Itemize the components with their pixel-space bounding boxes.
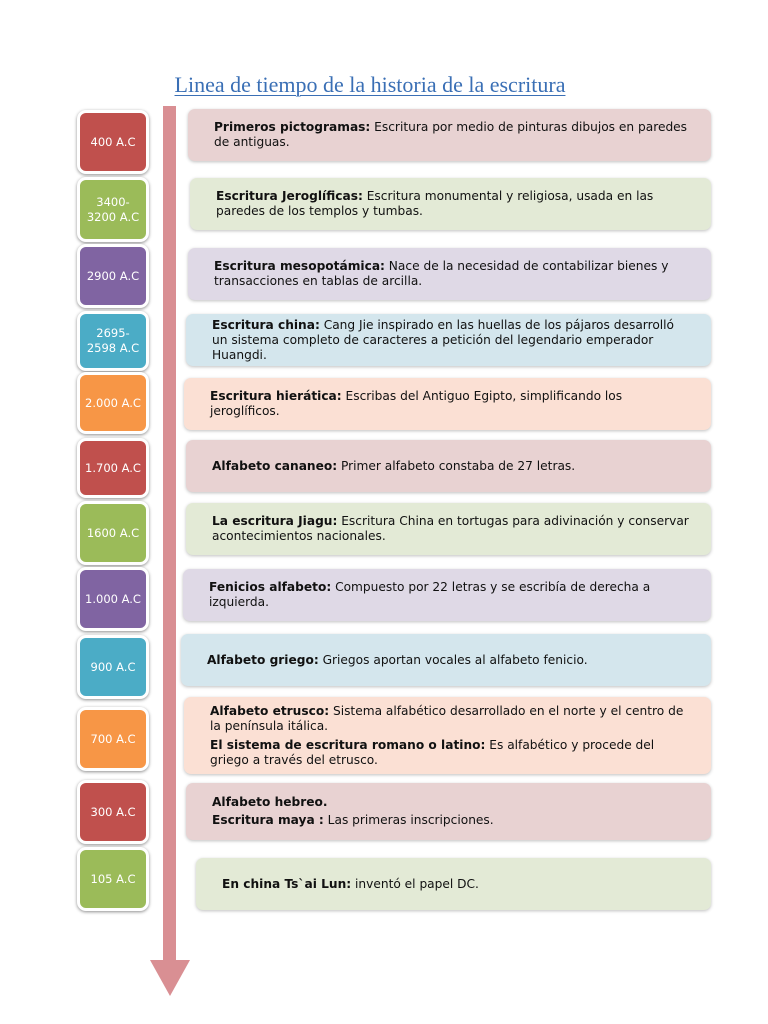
event-label: Primeros pictogramas:	[214, 120, 371, 134]
event-card	[181, 634, 711, 686]
event-label: Alfabeto etrusco:	[210, 703, 330, 718]
event-card	[196, 858, 711, 910]
event-text: Es alfabético y procede del griego a través del etrusco.	[210, 737, 655, 767]
page-title: Linea de tiempo de la historia de la escritura	[174, 72, 566, 97]
event-card	[184, 378, 711, 430]
event-label: En china Ts`ai Lun:	[222, 876, 352, 891]
date-badge: 1.700 A.C	[77, 438, 149, 498]
event-text: Escritura monumental y religiosa, usada en las paredes de los templos y tumbas.	[216, 189, 654, 218]
event-label: Escritura mesopotámica:	[214, 259, 385, 273]
event-label: Fenicios alfabeto:	[209, 580, 332, 594]
event-card	[183, 569, 711, 621]
event-text: Griegos aportan vocales al alfabeto fenicio.	[318, 652, 588, 667]
event-label: Escritura china:	[212, 317, 320, 332]
date-badge: 2695-2598 A.C	[77, 311, 149, 371]
event-card	[188, 248, 711, 300]
event-label: Alfabeto hebreo.	[212, 795, 328, 809]
event-label: La escritura Jiagu:	[212, 514, 338, 528]
event-label: Escritura maya :	[212, 813, 324, 827]
event-label: Escritura Jeroglíficas:	[216, 189, 363, 203]
event-text: inventó el papel DC.	[351, 876, 479, 891]
event-card	[186, 503, 711, 555]
event-label: Escritura hierática:	[210, 389, 342, 403]
event-card	[186, 783, 711, 840]
timeline-arrow-shaft	[163, 106, 176, 964]
event-label: Alfabeto cananeo:	[212, 458, 338, 473]
date-badge: 1.000 A.C	[77, 567, 149, 631]
date-badge: 900 A.C	[77, 635, 149, 699]
event-card	[188, 109, 711, 161]
event-card	[190, 178, 711, 230]
date-badge: 1600 A.C	[77, 501, 149, 565]
event-card	[184, 697, 711, 774]
date-badge: 2900 A.C	[77, 244, 149, 308]
event-text: Cang Jie inspirado en las huellas de los pájaros desarrolló un sistema completo de caracteres a petición del legendario emperador Huangdi.	[212, 317, 675, 362]
date-badge: 300 A.C	[77, 780, 149, 844]
event-text: Primer alfabeto constaba de 27 letras.	[337, 458, 576, 473]
event-text: Escritura por medio de pinturas dibujos en paredes de antiguas.	[214, 120, 688, 149]
event-label: El sistema de escritura romano o latino:	[210, 737, 486, 752]
event-card	[186, 314, 711, 366]
event-text: Nace de la necesidad de contabilizar bienes y transacciones en tablas de arcilla.	[214, 259, 669, 288]
event-text: Sistema alfabético desarrollado en el norte y el centro de la península itálica.	[210, 703, 684, 733]
date-badge: 105 A.C	[77, 847, 149, 911]
date-badge: 400 A.C	[77, 110, 149, 174]
date-badge: 700 A.C	[77, 707, 149, 771]
date-badge: 2.000 A.C	[77, 372, 149, 434]
date-badge: 3400-3200 A.C	[77, 177, 149, 242]
event-text: Las primeras inscripciones.	[323, 813, 494, 827]
event-text: Escritura China en tortugas para adivinación y conservar acontecimientos nacionales.	[212, 514, 689, 543]
event-label: Alfabeto griego:	[207, 652, 319, 667]
event-card	[186, 440, 711, 492]
event-text: Escribas del Antiguo Egipto, simplificando los jeroglíficos.	[210, 389, 623, 418]
event-text: Compuesto por 22 letras y se escribía de derecha a izquierda.	[209, 580, 651, 609]
timeline-arrow-head-icon	[150, 960, 190, 996]
